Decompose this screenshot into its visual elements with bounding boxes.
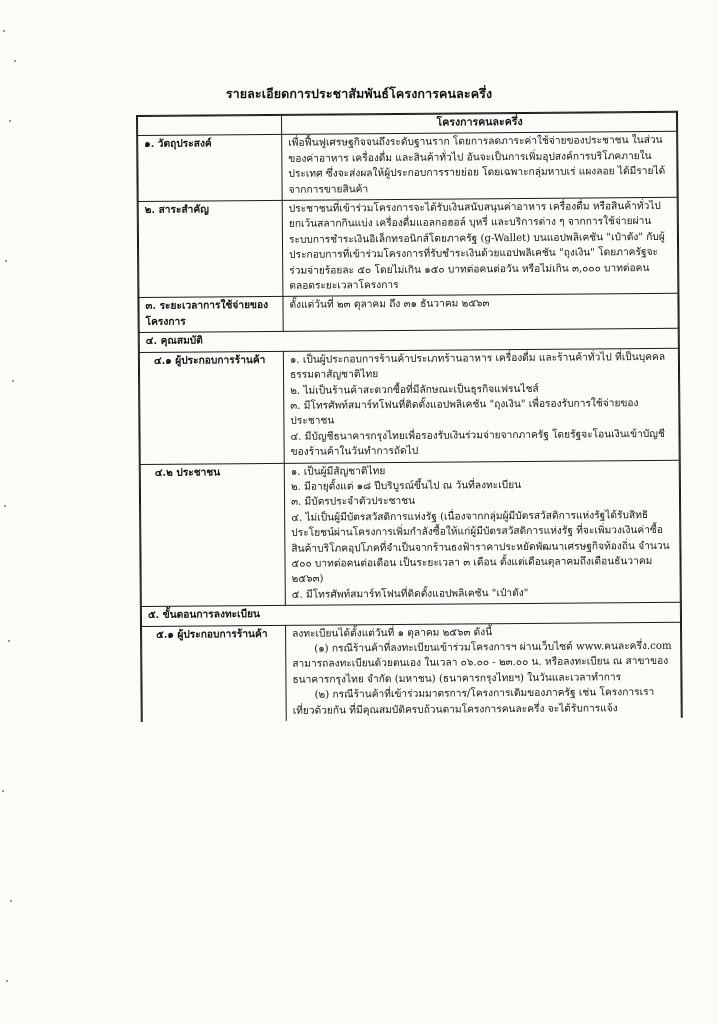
table-row (138, 132, 677, 202)
registration-intro: ลงทะเบียนได้ตั้งแต่วันที่ ๑ ตุลาคม ๒๕๖๓ ดังนี้ (292, 626, 493, 640)
merchant-qualification-list (283, 348, 679, 463)
header-blank-cell (138, 115, 282, 136)
row-content-objective: เพื่อฟื้นฟูเศรษฐกิจจนถึงระดับฐานราก โดยการลดภาระค่าใช้จ่ายของประชาชน ในส่วนของค่าอาหาร เครื่องดื่ม และสินค้าทั่วไป อันจะเป็นการเพิ่มอุปสงค์การบริโภคภายในประเทศ ซึ่งจะส่งผลให้ผู้ประกอบการรายย่อย โดยเฉพาะกลุ่มหาบเร่ แผงลอย ได้มีรายได้จากการขายสินค้า (282, 132, 678, 201)
row-label-duration: ๓. ระยะเวลาการใช้จ่ายของโครงการ (139, 297, 283, 333)
public-qualification-list (284, 460, 680, 606)
project-detail-table (136, 111, 683, 722)
merchant-qualification-label: ๔.๑ ผู้ประกอบการร้านค้า (139, 351, 284, 464)
list-item: ๔. ไม่เป็นผู้มีบัตรสวัสดิการแห่งรัฐ (เนื่องจากกลุ่มผู้มีบัตรสวัสดิการแห่งรัฐได้รับสิทธิประโยชน์ผ่านโครงการเพิ่มกำลังซื้อให้แก่ผู้มีบัตรสวัสดิการแห่งรัฐ ที่จะเพิ่มวงเงินค่าซื้อสินค้าบริโภคอุปโภคที่จำเป็นจากร้านธงฟ้าราคาประหยัดพัฒนาเศรษฐกิจท้องถิ่น จำนวน ๕๐๐ บาทต่อคนต่อเดือน เป็นระยะเวลา ๓ เดือน ตั้งแต่เดือนตุลาคมถึงเดือนธันวาคม ๒๕๖๓) (291, 509, 670, 586)
table-row (142, 622, 682, 722)
row-label-objective: ๑. วัตถุประสงค์ (138, 135, 283, 202)
list-item: (๑) กรณีร้านค้าที่ลงทะเบียนเข้าร่วมโครงการฯ ผ่านเว็บไซต์ www.คนละครึ่ง.com สามารถลงทะเบียนด้วยตนเอง ในเวลา ๐๖.๐๐ - ๒๓.๐๐ น. หรือลงทะเบียน ณ สาขาของธนาคารกรุงไทย จำกัด (มหาชน) (ธนาคารกรุงไทยฯ) ในวันและเวลาทำการ (292, 640, 672, 686)
list-item: ๕. มีโทรศัพท์สมาร์ทโฟนที่ติดตั้งแอปพลิเคชัน "เป๋าตัง" (291, 587, 529, 601)
list-item: ๑. เป็นผู้มีสัญชาติไทย (290, 465, 386, 478)
row-content-essence: ประชาชนที่เข้าร่วมโครงการจะได้รับเงินสนับสนุนค่าอาหาร เครื่องดื่ม หรือสินค้าทั่วไป ยกเว้นสลากกินแบ่ง เครื่องดื่มแอลกอฮอล์ บุหรี่ และบริการต่าง ๆ จากการใช้จ่ายผ่านระบบการชำระเงินอิเล็กทรอนิกส์โดยภาครัฐ (g-Wallet) บนแอปพลิเคชัน "เป๋าตัง" กับผู้ประกอบการที่เข้าร่วมโครงการที่รับชำระเงินด้วยแอปพลิเคชัน "ถุงเงิน" โดยภาครัฐจะร่วมจ่ายร้อยละ ๕๐ โดยไม่เกิน ๑๕๐ บาทต่อคนต่อวัน หรือไม่เกิน ๓,๐๐๐ บาทต่อคนตลอดระยะเวลาโครงการ (282, 197, 678, 297)
table-row (138, 197, 678, 298)
list-item: ๓. มีบัตรประจำตัวประชาชน (291, 496, 416, 509)
list-item: ๒. ไม่เป็นร้านค้าสะดวกซื้อที่มีลักษณะเป็นธุรกิจแฟรนไชส์ (290, 383, 539, 397)
list-item: ๒. มีอายุตั้งแต่ ๑๘ ปีบริบูรณ์ขึ้นไป ณ วันที่ลงทะเบียน (290, 479, 522, 493)
public-qualification-label: ๔.๒ ประชาชน (140, 463, 285, 607)
section-5-heading: ๕. ขั้นตอนการลงทะเบียน (141, 602, 680, 626)
table-header: โครงการคนละครึ่ง (282, 112, 677, 135)
table-row (140, 460, 680, 607)
merchant-registration-steps (286, 622, 682, 721)
document-title: รายละเอียดการประชาสัมพันธ์โครงการคนละครึ่ง (225, 86, 493, 101)
row-content-duration: ตั้งแต่วันที่ ๒๓ ตุลาคม ถึง ๓๑ ธันวาคม ๒๕๖๓ (283, 294, 678, 332)
list-item: (๒) กรณีร้านค้าที่เข้าร่วมมาตรการ/โครงการเดิมของภาครัฐ เช่น โครงการเราเที่ยวด้วยกัน ที่มีคุณสมบัติครบถ้วนตามโครงการคนละครึ่ง จะได้รับการแจ้ง (292, 687, 655, 717)
row-label-essence: ๒. สาระสำคัญ (138, 200, 283, 298)
scan-edge-noise (0, 0, 20, 1024)
merchant-registration-label: ๕.๑ ผู้ประกอบการร้านค้า (142, 625, 287, 722)
list-item: ๑. เป็นผู้ประกอบการร้านค้าประเภทร้านอาหาร เครื่องดื่ม และร้านค้าทั่วไป ที่เป็นบุคคลธรรมดาสัญชาติไทย (289, 351, 666, 381)
table-row (139, 348, 679, 464)
list-item: ๓. มีโทรศัพท์สมาร์ทโฟนที่ติดตั้งแอปพลิเคชัน "ถุงเงิน" เพื่อรองรับการใช้จ่ายของประชาชน (290, 397, 639, 428)
list-item: ๔. มีบัญชีธนาคารกรุงไทยเพื่อรองรับเงินร่วมจ่ายจากภาครัฐ โดยรัฐจะโอนเงินเข้าบัญชีของร้านค้าในวันทำการถัดไป (290, 428, 665, 458)
section-4-heading: ๔. คุณสมบัติ (139, 329, 678, 353)
table-row (139, 294, 678, 333)
